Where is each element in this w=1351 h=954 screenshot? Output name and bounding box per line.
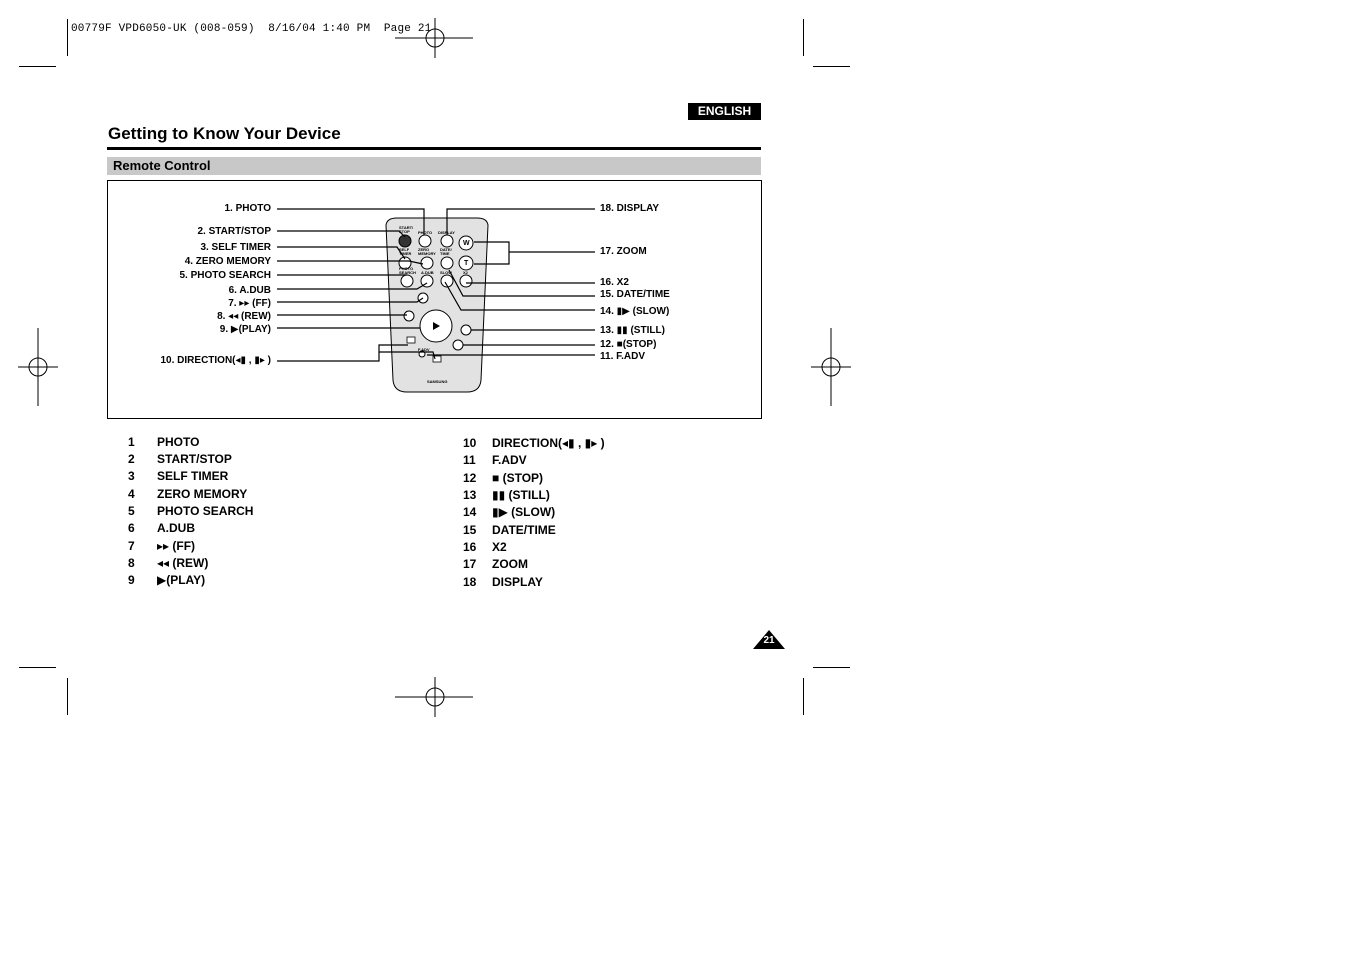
crop-mark (19, 66, 56, 67)
list-item-number: 18 (463, 575, 477, 589)
language-badge: ENGLISH (688, 103, 761, 120)
remote-label-a-dub: A.DUB (421, 270, 434, 275)
list-item-label: ZOOM (492, 557, 528, 571)
list-item-number: 1 (128, 435, 135, 449)
list-item-number: 5 (128, 504, 135, 518)
title-rule (107, 147, 761, 150)
list-item-label: PHOTO SEARCH (157, 504, 254, 518)
callout-display: 18. DISPLAY (600, 203, 660, 214)
crop-mark (19, 667, 56, 668)
registration-mark-icon (811, 328, 851, 406)
remote-label-zoom-w: W (463, 240, 470, 247)
remote-label-x2: X2 (463, 270, 468, 275)
list-item-number: 9 (128, 573, 135, 587)
list-item-label: DIRECTION(◂▮ , ▮▸ ) (492, 436, 605, 450)
list-item-number: 8 (128, 556, 135, 570)
remote-label-start-stop: START/ STOP (399, 225, 414, 234)
registration-mark-icon (18, 328, 58, 406)
callout-zero-memory: 4. ZERO MEMORY (184, 256, 271, 267)
remote-brand-logo: SAMSUNG (427, 379, 448, 384)
list-item-label: SELF TIMER (157, 469, 229, 483)
callout-slow: 14. ▮▶ (SLOW) (600, 306, 670, 317)
registration-mark-icon (395, 677, 475, 717)
list-item-number: 11 (463, 453, 476, 467)
remote-label-zoom-t: T (464, 260, 469, 267)
crop-mark (803, 678, 804, 715)
list-item-label: ◂◂ (REW) (157, 556, 209, 570)
list-item-number: 4 (128, 487, 135, 501)
list-item-number: 14 (463, 505, 477, 519)
callout-x2: 16. X2 (600, 277, 629, 288)
crop-mark (67, 19, 68, 56)
remote-label-zero-memory: ZERO MEMORY (418, 247, 436, 256)
callout-f-adv: 11. F.ADV (600, 351, 646, 362)
list-item-label: ▮▮ (STILL) (492, 488, 550, 502)
callout-rew: 8. ◂◂ (REW) (217, 311, 271, 322)
list-item-label: ▮▶ (SLOW) (492, 505, 556, 519)
button-list-right (463, 435, 763, 595)
callout-zoom: 17. ZOOM (600, 246, 647, 257)
remote-label-self-timer: SELF TIMER (399, 247, 412, 256)
list-item-label: ZERO MEMORY (157, 487, 248, 501)
list-item-number: 2 (128, 452, 135, 466)
callout-date-time: 15. DATE/TIME (600, 289, 670, 300)
remote-label-photo: PHOTO (418, 230, 433, 235)
list-item-number: 6 (128, 521, 135, 535)
list-item-label: PHOTO (157, 435, 200, 449)
list-item-label: DISPLAY (492, 575, 543, 589)
list-item-number: 3 (128, 469, 135, 483)
page-title: Getting to Know Your Device (108, 124, 341, 143)
page-number: 21 (763, 635, 775, 646)
callout-a-dub: 6. A.DUB (228, 285, 271, 296)
list-item-label: ■ (STOP) (492, 471, 544, 485)
callout-start-stop: 2. START/STOP (197, 226, 271, 237)
list-item-number: 13 (463, 488, 477, 502)
list-item-label: ▸▸ (FF) (157, 539, 196, 553)
button-list-left (128, 434, 428, 594)
list-item-number: 12 (463, 471, 477, 485)
callout-stop: 12. ■(STOP) (600, 339, 657, 350)
list-item-number: 10 (463, 436, 477, 450)
print-header: 00779F VPD6050-UK (008-059) 8/16/04 1:40 PM Page 21 (71, 23, 432, 35)
list-item-label: F.ADV (492, 453, 527, 467)
callout-still: 13. ▮▮ (STILL) (600, 325, 665, 336)
list-item-number: 16 (463, 540, 477, 554)
crop-mark (67, 678, 68, 715)
list-item-label: DATE/TIME (492, 523, 556, 537)
list-item-number: 15 (463, 523, 477, 537)
crop-mark (803, 19, 804, 56)
remote-label-slow: SLOW (440, 270, 452, 275)
remote-label-photo-search: PHOTO SEARCH (399, 266, 416, 275)
list-item-number: 7 (128, 539, 135, 553)
remote-label-date-time: DATE/ TIME (440, 247, 452, 256)
callout-direction: 10. DIRECTION(◂▮ , ▮▸ ) (160, 355, 271, 366)
list-item-label: START/STOP (157, 452, 232, 466)
list-item-label: X2 (492, 540, 507, 554)
list-item-label: A.DUB (157, 521, 195, 535)
section-title: Remote Control (113, 158, 211, 173)
crop-mark (813, 66, 850, 67)
callout-photo-search: 5. PHOTO SEARCH (179, 270, 271, 281)
callout-ff: 7. ▸▸ (FF) (228, 298, 271, 309)
list-item-number: 17 (463, 557, 477, 571)
list-item-label: ▶(PLAY) (157, 573, 206, 587)
callout-self-timer: 3. SELF TIMER (200, 242, 271, 253)
callout-play: 9. ▶(PLAY) (219, 324, 271, 335)
callout-photo: 1. PHOTO (224, 203, 271, 214)
remote-label-f-adv: F.ADV (418, 347, 430, 352)
crop-mark (813, 667, 850, 668)
remote-label-display: DISPLAY (438, 230, 455, 235)
